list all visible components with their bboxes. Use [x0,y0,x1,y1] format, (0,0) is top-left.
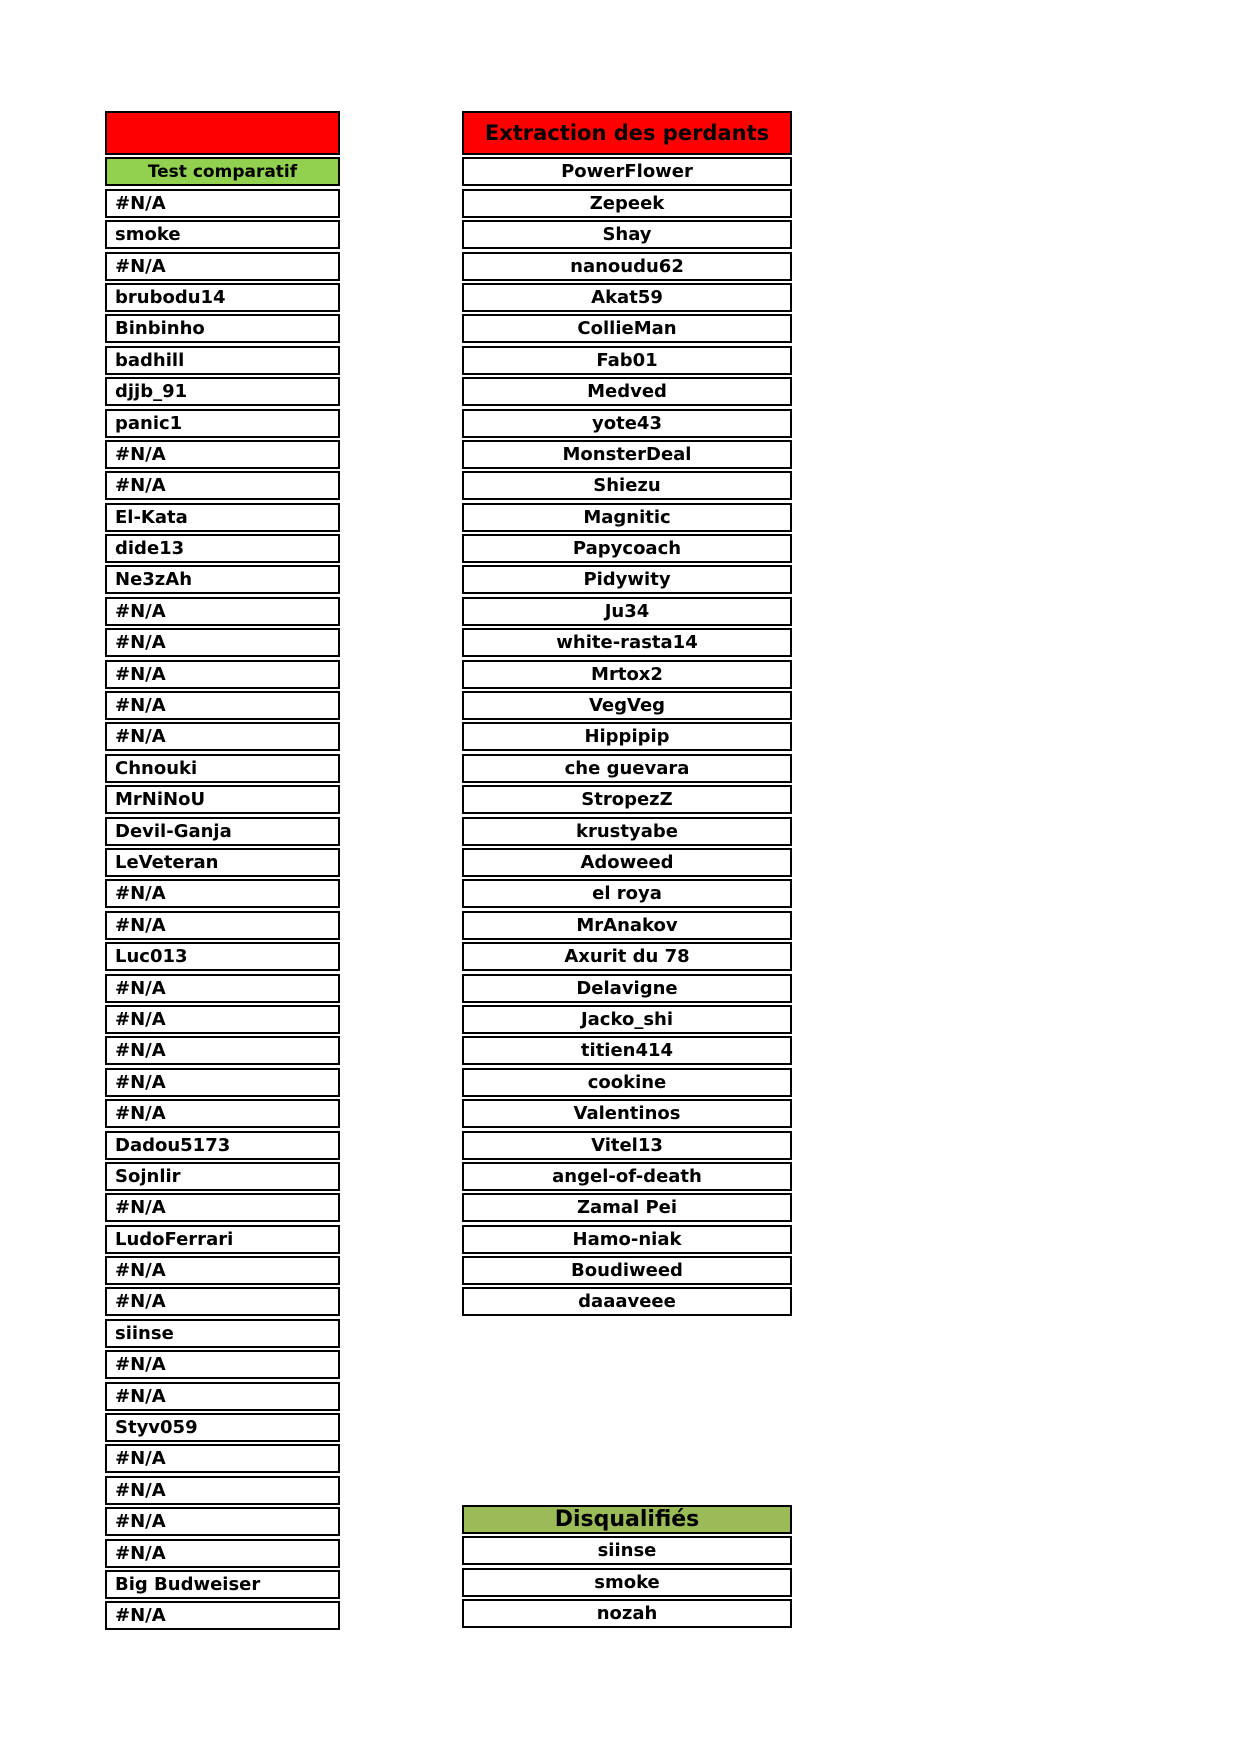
extraction-des-perdants-table [462,111,792,1316]
table-row: Boudiweed [462,1256,792,1285]
table-row: Mrtox2 [462,660,792,689]
table-row: Ju34 [462,597,792,626]
table-row: MrAnakov [462,911,792,940]
table-row: LeVeteran [105,848,340,877]
table-row: #N/A [105,691,340,720]
table-row: Dadou5173 [105,1131,340,1160]
table-row: CollieMan [462,314,792,343]
table-row: #N/A [105,1005,340,1034]
table-row: LudoFerrari [105,1225,340,1254]
table-row: #N/A [105,879,340,908]
table-row: Adoweed [462,848,792,877]
table-row: cookine [462,1068,792,1097]
table-row: #N/A [105,189,340,218]
table-row: #N/A [105,1256,340,1285]
table-row: che guevara [462,754,792,783]
table-row: Shiezu [462,471,792,500]
table-row: Papycoach [462,534,792,563]
table-row: VegVeg [462,691,792,720]
table-row: Jacko_shi [462,1005,792,1034]
table-row: #N/A [105,1068,340,1097]
disqualified-table-title: Disqualifiés [462,1505,792,1534]
disqualified-table [462,1505,792,1628]
table-row: smoke [462,1568,792,1597]
table-row: daaaveee [462,1287,792,1316]
table-row: Devil-Ganja [105,817,340,846]
table-row: Ne3zAh [105,565,340,594]
extraction-table-title: Extraction des perdants [462,111,792,155]
test-comparatif-table [105,111,340,1630]
table-row: El-Kata [105,503,340,532]
table-row: #N/A [105,1444,340,1473]
table-row: #N/A [105,1350,340,1379]
table-row: #N/A [105,722,340,751]
table-row: nozah [462,1599,792,1628]
table-row: Pidywity [462,565,792,594]
table-row: Delavigne [462,974,792,1003]
table-row: Fab01 [462,346,792,375]
table-row: siinse [105,1319,340,1348]
table-row: titien414 [462,1036,792,1065]
table-row: Binbinho [105,314,340,343]
table-row: badhill [105,346,340,375]
table-row: StropezZ [462,785,792,814]
table-row: Luc013 [105,942,340,971]
table-row: Styv059 [105,1413,340,1442]
left-table-rows [105,189,340,1631]
left-table-red-header [105,111,340,155]
table-row: #N/A [105,252,340,281]
disqualified-table-rows [462,1536,792,1628]
table-row: PowerFlower [462,157,792,186]
table-row: #N/A [105,974,340,1003]
table-row: #N/A [105,1287,340,1316]
table-row: Hippipip [462,722,792,751]
left-table-title: Test comparatif [105,157,340,186]
table-row: #N/A [105,1036,340,1065]
table-row: yote43 [462,409,792,438]
table-row: djjb_91 [105,377,340,406]
table-row: MonsterDeal [462,440,792,469]
table-row: Zamal Pei [462,1193,792,1222]
table-row: #N/A [105,660,340,689]
table-row: MrNiNoU [105,785,340,814]
table-row: #N/A [105,1476,340,1505]
table-row: nanoudu62 [462,252,792,281]
table-row: #N/A [105,1193,340,1222]
table-row: siinse [462,1536,792,1565]
table-row: Hamo-niak [462,1225,792,1254]
table-row: #N/A [105,1539,340,1568]
table-row: Chnouki [105,754,340,783]
table-row: #N/A [105,471,340,500]
table-row: Zepeek [462,189,792,218]
table-row: Akat59 [462,283,792,312]
table-row: Magnitic [462,503,792,532]
extraction-table-rows [462,157,792,1316]
table-row: el roya [462,879,792,908]
table-row: #N/A [105,440,340,469]
table-row: Axurit du 78 [462,942,792,971]
table-row: smoke [105,220,340,249]
table-row: krustyabe [462,817,792,846]
table-row: #N/A [105,628,340,657]
table-row: #N/A [105,1507,340,1536]
table-row: Vitel13 [462,1131,792,1160]
table-row: brubodu14 [105,283,340,312]
table-row: dide13 [105,534,340,563]
table-row: #N/A [105,1601,340,1630]
table-row: Shay [462,220,792,249]
table-row: Sojnlir [105,1162,340,1191]
table-row: #N/A [105,911,340,940]
table-row: Big Budweiser [105,1570,340,1599]
table-row: Valentinos [462,1099,792,1128]
table-row: panic1 [105,409,340,438]
table-row: #N/A [105,597,340,626]
table-row: #N/A [105,1382,340,1411]
table-row: white-rasta14 [462,628,792,657]
table-row: angel-of-death [462,1162,792,1191]
table-row: Medved [462,377,792,406]
table-row: #N/A [105,1099,340,1128]
